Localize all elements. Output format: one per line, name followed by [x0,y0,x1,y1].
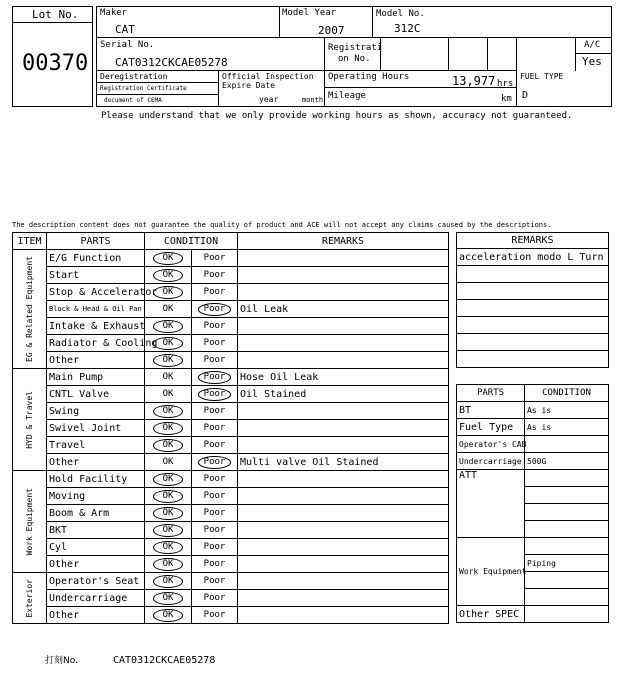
inspection-row [13,556,449,573]
remarks-line-row [457,300,609,317]
condition-ok-cell [145,352,192,369]
ok-circled: OK [153,252,184,265]
remarks-line-row [457,283,609,300]
info-rule-6 [575,53,612,54]
model-year-value: 2007 [318,24,345,37]
spec-row [457,538,609,555]
part-name: Other [47,607,145,624]
ac-label: A/C [584,40,601,50]
remark-cell [238,505,449,522]
remark-cell [238,352,449,369]
condition-poor-cell [192,250,238,267]
spec-value: As is [525,419,609,436]
condition-ok-cell [145,573,192,590]
part-name: Stop & Accelerator [47,284,145,301]
info-vrule-2 [372,6,373,38]
inspection-row [13,335,449,352]
spec-value [525,572,609,589]
spec-row [457,419,609,436]
remarks-line [457,334,609,351]
part-name: Other [47,454,145,471]
spec-row [457,470,609,487]
poor-option: Poor [203,321,226,331]
info-rule-3 [96,82,218,83]
remark-cell [238,607,449,624]
condition-poor-cell [192,403,238,420]
att-label: ATT [457,470,525,538]
inspection-row [13,590,449,607]
part-name: Swivel Joint [47,420,145,437]
spec-parts-header: PARTS [457,385,525,402]
inspection-row [13,522,449,539]
info-vrule-1 [279,6,280,38]
ok-circled: OK [153,354,184,367]
remarks-line-row [457,317,609,334]
stamp-label: 打刻No. [45,656,78,666]
ok-circled: OK [153,558,184,571]
condition-poor-cell [192,573,238,590]
ok-option: OK [162,372,174,382]
operating-hours-label: Operating Hours [328,72,410,82]
remarks-box-header: REMARKS [457,233,609,249]
remark-cell [238,590,449,607]
part-name: Swing [47,403,145,420]
ok-circled: OK [153,320,184,333]
poor-option: Poor [203,508,226,518]
inspection-row [13,301,449,318]
condition-ok-cell [145,250,192,267]
ok-circled: OK [153,575,184,588]
ok-circled: OK [153,269,184,282]
part-name: Main Pump [47,369,145,386]
part-name: Intake & Exhaust [47,318,145,335]
condition-ok-cell [145,488,192,505]
condition-ok-cell [145,420,192,437]
inspection-row [13,318,449,335]
remark-cell [238,437,449,454]
ok-circled: OK [153,507,184,520]
spec-value [525,487,609,504]
spec-part: BT [457,402,525,419]
condition-poor-cell [192,386,238,403]
condition-ok-cell [145,369,192,386]
poor-option: Poor [203,253,226,263]
poor-option: Poor [203,559,226,569]
poor-option: Poor [203,355,226,365]
inspection-row [13,607,449,624]
item-group-cell [13,250,47,369]
condition-poor-cell [192,267,238,284]
poor-circled: Poor [198,456,232,469]
info-vrule-6 [448,37,449,71]
remark-cell [238,250,449,267]
remarks-line [457,283,609,300]
part-name: BKT [47,522,145,539]
remark-cell [238,522,449,539]
info-vrule-9 [575,37,576,71]
stamp-value: CAT0312CKCAE05278 [113,655,216,666]
spec-value [525,521,609,538]
fuel-type-value: D [522,90,529,101]
item-group-cell [13,573,47,624]
part-name: Cyl [47,539,145,556]
inspection-row [13,386,449,403]
remark-cell [238,284,449,301]
spec-row [457,453,609,470]
item-group-label: HYD & Travel [25,390,34,449]
info-rule-4 [96,94,218,95]
part-name: Start [47,267,145,284]
poor-circled: Poor [198,388,232,401]
ok-option: OK [162,389,174,399]
mileage-unit: km [501,94,512,104]
poor-option: Poor [203,525,226,535]
condition-ok-cell [145,607,192,624]
condition-poor-cell [192,284,238,301]
ok-circled: OK [153,490,184,503]
inspection-row [13,352,449,369]
inspection-row [13,454,449,471]
ac-value: Yes [582,55,602,68]
spec-value: As is [525,402,609,419]
remarks-header: REMARKS [238,233,449,250]
info-vrule-4 [218,70,219,107]
inspection-month: month [302,96,324,104]
poor-option: Poor [203,610,226,620]
condition-poor-cell [192,352,238,369]
inspection-label-1: Official Inspection [222,72,314,81]
inspection-row [13,505,449,522]
mileage-label: Mileage [328,91,366,101]
remarks-line-row [457,249,609,266]
work-equipment-label: Work Equipment [457,538,525,606]
spec-value [525,589,609,606]
condition-poor-cell [192,471,238,488]
remark-cell [238,556,449,573]
remark-cell: Hose Oil Leak [238,369,449,386]
spec-value [525,538,609,555]
spec-value [525,504,609,521]
ok-circled: OK [153,337,184,350]
condition-ok-cell [145,437,192,454]
maker-value: CAT [115,23,135,36]
ok-circled: OK [153,405,184,418]
remarks-table [456,232,609,368]
condition-poor-cell [192,556,238,573]
condition-ok-cell [145,386,192,403]
remarks-line: acceleration modo L Turn [457,249,609,266]
remarks-line [457,351,609,368]
inspection-year: year [259,95,279,104]
part-name: Radiator & Cooling [47,335,145,352]
inspection-row [13,539,449,556]
poor-option: Poor [203,440,226,450]
spec-value [525,606,609,623]
part-name: Other [47,352,145,369]
spec-row [457,402,609,419]
remarks-line [457,300,609,317]
remark-cell [238,420,449,437]
part-name: Undercarriage [47,590,145,607]
condition-poor-cell [192,369,238,386]
spec-condition-header: CONDITION [525,385,609,402]
condition-poor-cell [192,607,238,624]
remark-cell: Oil Stained [238,386,449,403]
spec-row [457,606,609,623]
remark-cell [238,488,449,505]
registration-label-2: on No. [338,54,371,64]
parts-header: PARTS [47,233,145,250]
condition-poor-cell [192,301,238,318]
remark-cell [238,539,449,556]
description-notice: The description content does not guarantee the quality of product and ACE will not accept any claims caused by the descriptions. [12,221,552,229]
ok-option: OK [162,304,174,314]
part-name: Boom & Arm [47,505,145,522]
fuel-type-label: FUEL TYPE [520,72,564,81]
ok-circled: OK [153,609,184,622]
other-spec-label: Other SPEC [457,606,525,623]
inspection-row [13,267,449,284]
condition-poor-cell [192,454,238,471]
condition-header: CONDITION [145,233,238,250]
spec-part: Undercarriage [457,453,525,470]
inspection-row [13,573,449,590]
remarks-line-row [457,351,609,368]
spec-value: Piping [525,555,609,572]
condition-poor-cell [192,505,238,522]
poor-option: Poor [203,542,226,552]
poor-option: Poor [203,270,226,280]
remarks-line-row [457,266,609,283]
spec-part: Fuel Type [457,419,525,436]
ok-circled: OK [153,286,184,299]
hours-notice: Please understand that we only provide working hours as shown, accuracy not guaranteed. [101,111,573,121]
spec-value [525,470,609,487]
remark-cell [238,573,449,590]
poor-option: Poor [203,423,226,433]
remark-cell: Oil Leak [238,301,449,318]
item-group-cell [13,471,47,573]
item-header: ITEM [13,233,47,250]
inspection-row [13,284,449,301]
condition-ok-cell [145,301,192,318]
condition-ok-cell [145,556,192,573]
registration-label-1: Registrati [328,43,383,53]
info-vrule-3 [324,37,325,107]
part-name: Hold Facility [47,471,145,488]
poor-option: Poor [203,338,226,348]
spec-row [457,436,609,453]
condition-ok-cell [145,403,192,420]
info-rule-1 [96,37,612,38]
remark-cell [238,267,449,284]
poor-option: Poor [203,593,226,603]
condition-ok-cell [145,318,192,335]
condition-ok-cell [145,539,192,556]
part-name: Block & Head & Oil Pan [47,301,145,318]
ok-circled: OK [153,592,184,605]
remarks-line [457,317,609,334]
info-vrule-7 [487,37,488,71]
inspection-row [13,369,449,386]
serial-value: CAT0312CKCAE05278 [115,56,228,69]
remark-cell: Multi valve Oil Stained [238,454,449,471]
condition-ok-cell [145,505,192,522]
spec-value: 500G [525,453,609,470]
inspection-row [13,437,449,454]
poor-option: Poor [203,474,226,484]
remarks-box-header-row [457,233,609,249]
poor-circled: Poor [198,303,232,316]
condition-poor-cell [192,335,238,352]
deregistration-label: Deregistration [100,72,168,81]
operating-hours-unit: hrs [497,79,514,89]
condition-ok-cell [145,522,192,539]
condition-ok-cell [145,267,192,284]
remark-cell [238,318,449,335]
spec-part: Operator's CAB [457,436,525,453]
condition-poor-cell [192,437,238,454]
item-group-label: Exterior [25,578,34,618]
serial-label: Serial No. [100,40,155,50]
remark-cell [238,335,449,352]
lot-label: Lot No. [32,8,79,21]
inspection-table [12,232,449,624]
condition-poor-cell [192,318,238,335]
inspection-label-2: Expire Date [222,81,275,90]
spec-table [456,384,609,623]
part-name: Moving [47,488,145,505]
inspection-row [13,403,449,420]
ok-circled: OK [153,422,184,435]
item-group-label: Work Equipment [25,487,34,556]
condition-ok-cell [145,590,192,607]
poor-option: Poor [203,287,226,297]
condition-poor-cell [192,590,238,607]
model-year-label: Model Year [282,8,337,18]
poor-option: Poor [203,576,226,586]
part-name: Other [47,556,145,573]
maker-label: Maker [100,8,128,18]
spec-header-row [457,385,609,402]
condition-ok-cell [145,454,192,471]
inspection-row [13,250,449,267]
item-group-cell [13,369,47,471]
lot-number: 00370 [22,51,89,76]
part-name: Operator's Seat [47,573,145,590]
part-name: CNTL Valve [47,386,145,403]
condition-ok-cell [145,471,192,488]
part-name: E/G Function [47,250,145,267]
poor-option: Poor [203,491,226,501]
model-no-label: Model No. [376,9,425,19]
poor-option: Poor [203,406,226,416]
operating-hours-value: 13,977 [452,74,496,88]
deregistration-sub2: document of CEMA [104,97,162,104]
remark-cell [238,471,449,488]
ok-circled: OK [153,541,184,554]
inspection-header-row [13,233,449,250]
inspection-row [13,420,449,437]
condition-poor-cell [192,488,238,505]
remarks-line-row [457,334,609,351]
remarks-line [457,266,609,283]
spec-value [525,436,609,453]
remark-cell [238,403,449,420]
lot-header-rule [12,22,93,23]
condition-poor-cell [192,522,238,539]
condition-poor-cell [192,420,238,437]
condition-poor-cell [192,539,238,556]
info-vrule-8 [516,37,517,107]
part-name: Travel [47,437,145,454]
info-rule-2 [96,70,516,71]
ok-circled: OK [153,439,184,452]
inspection-row [13,488,449,505]
model-no-value: 312C [394,22,421,35]
inspection-row [13,471,449,488]
ok-circled: OK [153,524,184,537]
deregistration-sub1: Registration Certificate [100,85,187,92]
poor-circled: Poor [198,371,232,384]
item-group-label: EG & Related Equipment [25,256,34,362]
ok-circled: OK [153,473,184,486]
ok-option: OK [162,457,174,467]
